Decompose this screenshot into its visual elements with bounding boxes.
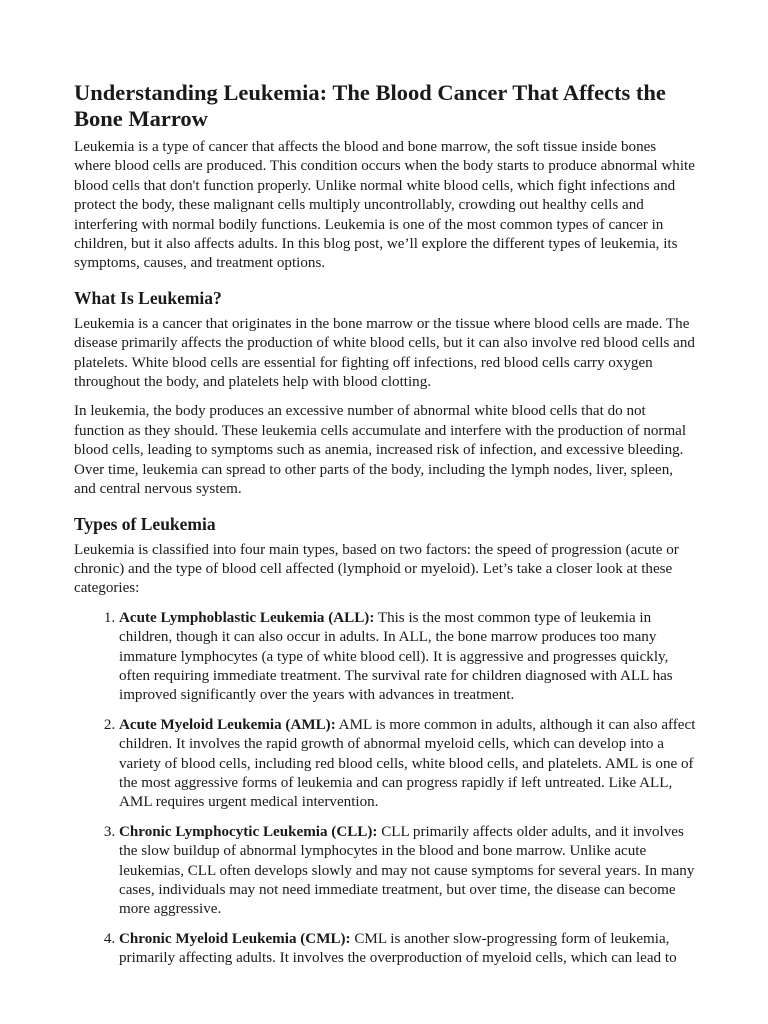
section-heading-types-of-leukemia: Types of Leukemia	[74, 513, 216, 534]
section-heading-what-is-leukemia: What Is Leukemia?	[74, 287, 222, 308]
list-item-cml	[119, 930, 696, 969]
section-paragraph: Leukemia is a cancer that originates in the bone marrow or the tissue where blood cells are made. The disease primarily affects the production of white blood cells, but it can also involve red blood cells and platelets. White blood cells are essential for fighting off infections, red blood cells carry oxygen throughout the body, and platelets help with blood clotting.	[74, 315, 695, 391]
list-item-text: CML is another slow-progressing form of leukemia, primarily affecting adults. It involves the overproduction of myeloid cells, which can lead to	[119, 930, 677, 967]
list-item-text: CLL primarily affects older adults, and it involves the slow buildup of abnormal lymphocytes in the blood and bone marrow. Unlike acute leukemias, CLL often develops slowly and may not cause symptoms for several years. In many cases, individuals may not need immediate treatment, but over time, the disease can become more aggressive.	[119, 823, 695, 918]
list-item-cll	[119, 823, 696, 920]
list-item-term: Acute Lymphoblastic Leukemia (ALL):	[119, 609, 375, 626]
section-paragraph: In leukemia, the body produces an excessive number of abnormal white blood cells that do not function as they should. These leukemia cells accumulate and interfere with the production of normal blood cells, leading to symptoms such as anemia, increased risk of infection, and excessive bleeding. Over time, leukemia can spread to other parts of the body, including the lymph nodes, liver, spleen, and central nervous system.	[74, 403, 687, 498]
list-item-text: This is the most common type of leukemia in children, though it can also occur in adults. In ALL, the bone marrow produces too many immature lymphocytes (a type of white blood cell). It is aggressive and progresses quickly, often requiring immediate treatment. The survival rate for children diagnosed with ALL has improved significantly over the years with advances in treatment.	[119, 609, 673, 704]
list-item-term: Acute Myeloid Leukemia (AML):	[119, 716, 336, 733]
list-item-text: AML is more common in adults, although it can also affect children. It involves the rapid growth of abnormal myeloid cells, which can develop into a variety of blood cells, including red blood cells, white blood cells, and platelets. AML is one of the most aggressive forms of leukemia and can progress rapidly if left untreated. Like ALL, AML requires urgent medical intervention.	[119, 716, 696, 811]
list-item-term: Chronic Myeloid Leukemia (CML):	[119, 930, 351, 947]
section-paragraph: Leukemia is classified into four main types, based on two factors: the speed of progression (acute or chronic) and the type of blood cell affected (lymphoid or myeloid). Let’s take a closer look at these categories:	[74, 541, 679, 597]
article-title: Understanding Leukemia: The Blood Cancer That Affects the Bone Marrow	[74, 80, 666, 131]
list-item-all	[119, 609, 696, 706]
intro-paragraph: Leukemia is a type of cancer that affects the blood and bone marrow, the soft tissue inside bones where blood cells are produced. This condition occurs when the body starts to produce abnormal white blood cells that don't function properly. Unlike normal white blood cells, which fight infections and protect the body, these malignant cells multiply uncontrollably, crowding out healthy cells and interfering with normal bodily functions. Leukemia is one of the most common types of cancer in children, but it also affects adults. In this blog post, we’ll explore the different types of leukemia, its symptoms, causes, and treatment options.	[74, 139, 695, 272]
document-page	[74, 80, 696, 979]
list-item-term: Chronic Lymphocytic Leukemia (CLL):	[119, 823, 378, 840]
leukemia-types-list	[74, 609, 696, 969]
list-item-aml	[119, 716, 696, 813]
